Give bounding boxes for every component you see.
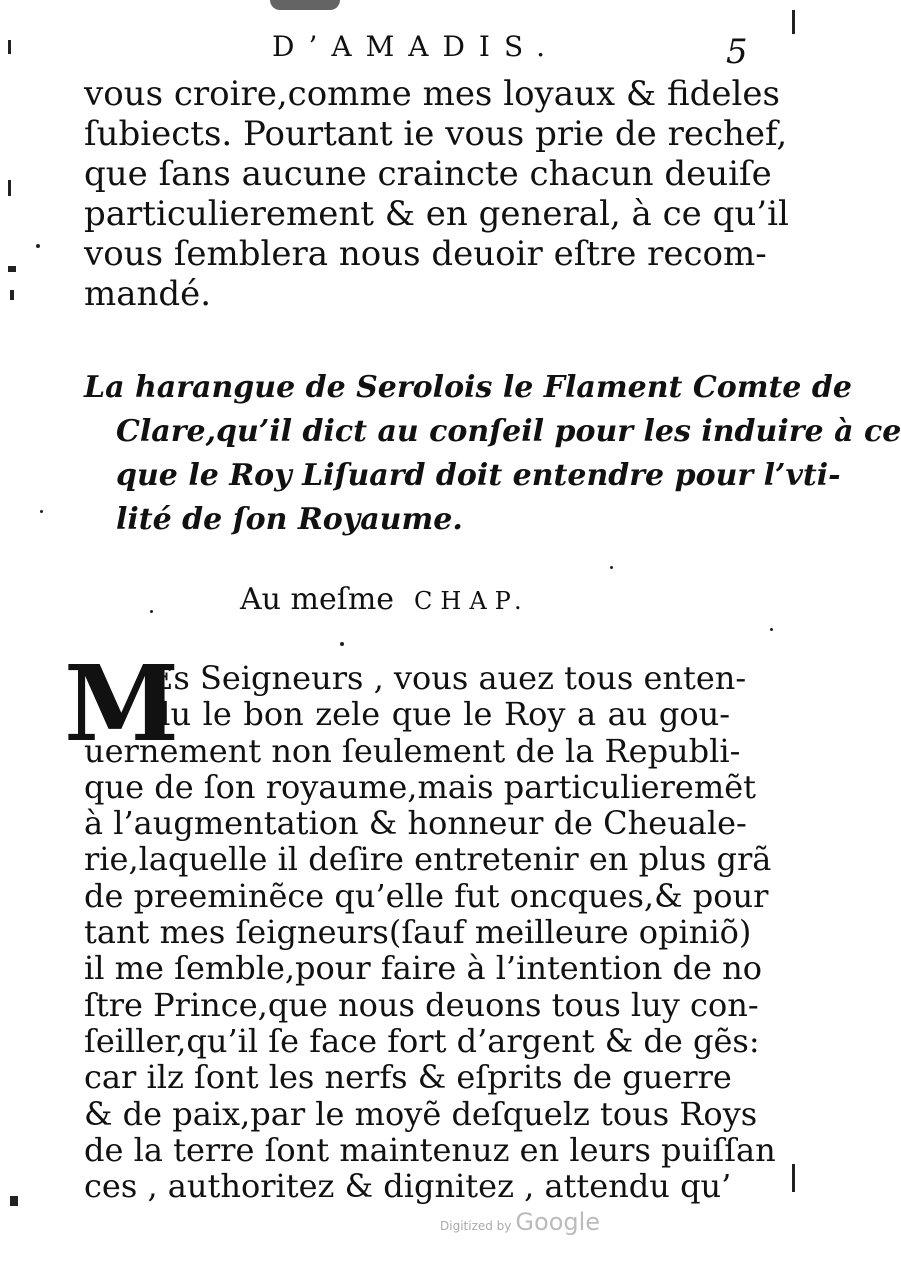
margin-speck xyxy=(8,40,11,54)
body-line: il me ſemble,pour faire à l’intention de no xyxy=(84,949,762,988)
watermark-small: Digitized by xyxy=(440,1219,512,1233)
margin-speck xyxy=(610,566,613,569)
text-line: mandé. xyxy=(84,274,212,314)
margin-speck xyxy=(8,266,16,272)
text-line: que ſans aucune craincte chacun deuiſe xyxy=(84,154,772,194)
drop-cap: M xyxy=(64,642,180,765)
text-line: ſubiects. Pourtant ie vous prie de rechef, xyxy=(84,114,788,154)
digitization-watermark xyxy=(440,1208,600,1236)
running-title: D’AMADIS. xyxy=(272,30,560,63)
page-number: 5 xyxy=(726,32,748,72)
margin-speck xyxy=(150,610,153,613)
body-line: Es Seigneurs , vous auez tous enten- xyxy=(150,659,747,697)
text-line: vous croire,comme mes loyaux & fideles xyxy=(84,74,780,114)
running-head xyxy=(0,30,804,70)
body-line: du le bon zele que le Roy a au gou- xyxy=(150,695,730,734)
body-line: uernement non ſeulement de la Republi- xyxy=(84,731,741,770)
margin-speck xyxy=(10,290,14,300)
text-line: particulierement & en general, à ce qu’il xyxy=(84,194,789,234)
heading-line: Clare,qu’il dict au conſeil pour les induire à ce xyxy=(116,414,901,449)
margin-speck xyxy=(792,10,795,34)
section-1-text xyxy=(84,74,789,314)
body-line: de la terre ſont maintenuz en leurs puiſſan xyxy=(84,1130,776,1169)
chapter-prefix: Au meſme xyxy=(240,582,395,617)
margin-speck xyxy=(10,1196,18,1206)
margin-speck xyxy=(792,1164,795,1192)
margin-speck xyxy=(36,244,40,248)
text-line: vous ſemblera nous deuoir eſtre recom- xyxy=(84,234,767,274)
margin-speck xyxy=(770,628,773,631)
chapter-label xyxy=(240,582,530,617)
chapter-word: CHAP. xyxy=(414,587,530,615)
body-line: & de paix,par le moyẽ deſquelz tous Roys xyxy=(84,1094,758,1133)
margin-speck xyxy=(340,642,344,646)
margin-speck xyxy=(40,510,43,513)
body-line: ſeiller,qu’il ſe face fort d’argent & de gẽs: xyxy=(84,1021,760,1060)
body-line: que de ſon royaume,mais particulieremẽt xyxy=(84,767,756,806)
heading-line: que le Roy Liſuard doit entendre pour l’vti- xyxy=(116,458,841,493)
body-line: de preeminẽce qu’elle fut oncques,& pour xyxy=(84,876,769,915)
body-line: rie,laquelle il deſire entretenir en plus grã xyxy=(84,840,772,879)
margin-speck xyxy=(8,180,11,196)
body-line: à l’augmentation & honneur de Cheuale- xyxy=(84,804,747,843)
body-line: car ilz ſont les nerfs & eſprits de guerre xyxy=(84,1058,732,1097)
heading-line: lité de ſon Royaume. xyxy=(116,502,463,537)
body-line: tant mes ſeigneurs(ſauf meilleure opiniõ) xyxy=(84,913,752,952)
ink-smudge xyxy=(270,0,340,10)
chapter-heading xyxy=(84,366,901,542)
watermark-logo: Google xyxy=(515,1208,601,1236)
heading-line: La harangue de Serolois le Flament Comte de xyxy=(84,370,852,405)
body-line: ſtre Prince,que nous deuons tous luy con- xyxy=(84,985,759,1024)
body-line: ces , authoritez & dignitez , attendu qu’ xyxy=(84,1167,732,1206)
body-text xyxy=(84,659,776,1206)
